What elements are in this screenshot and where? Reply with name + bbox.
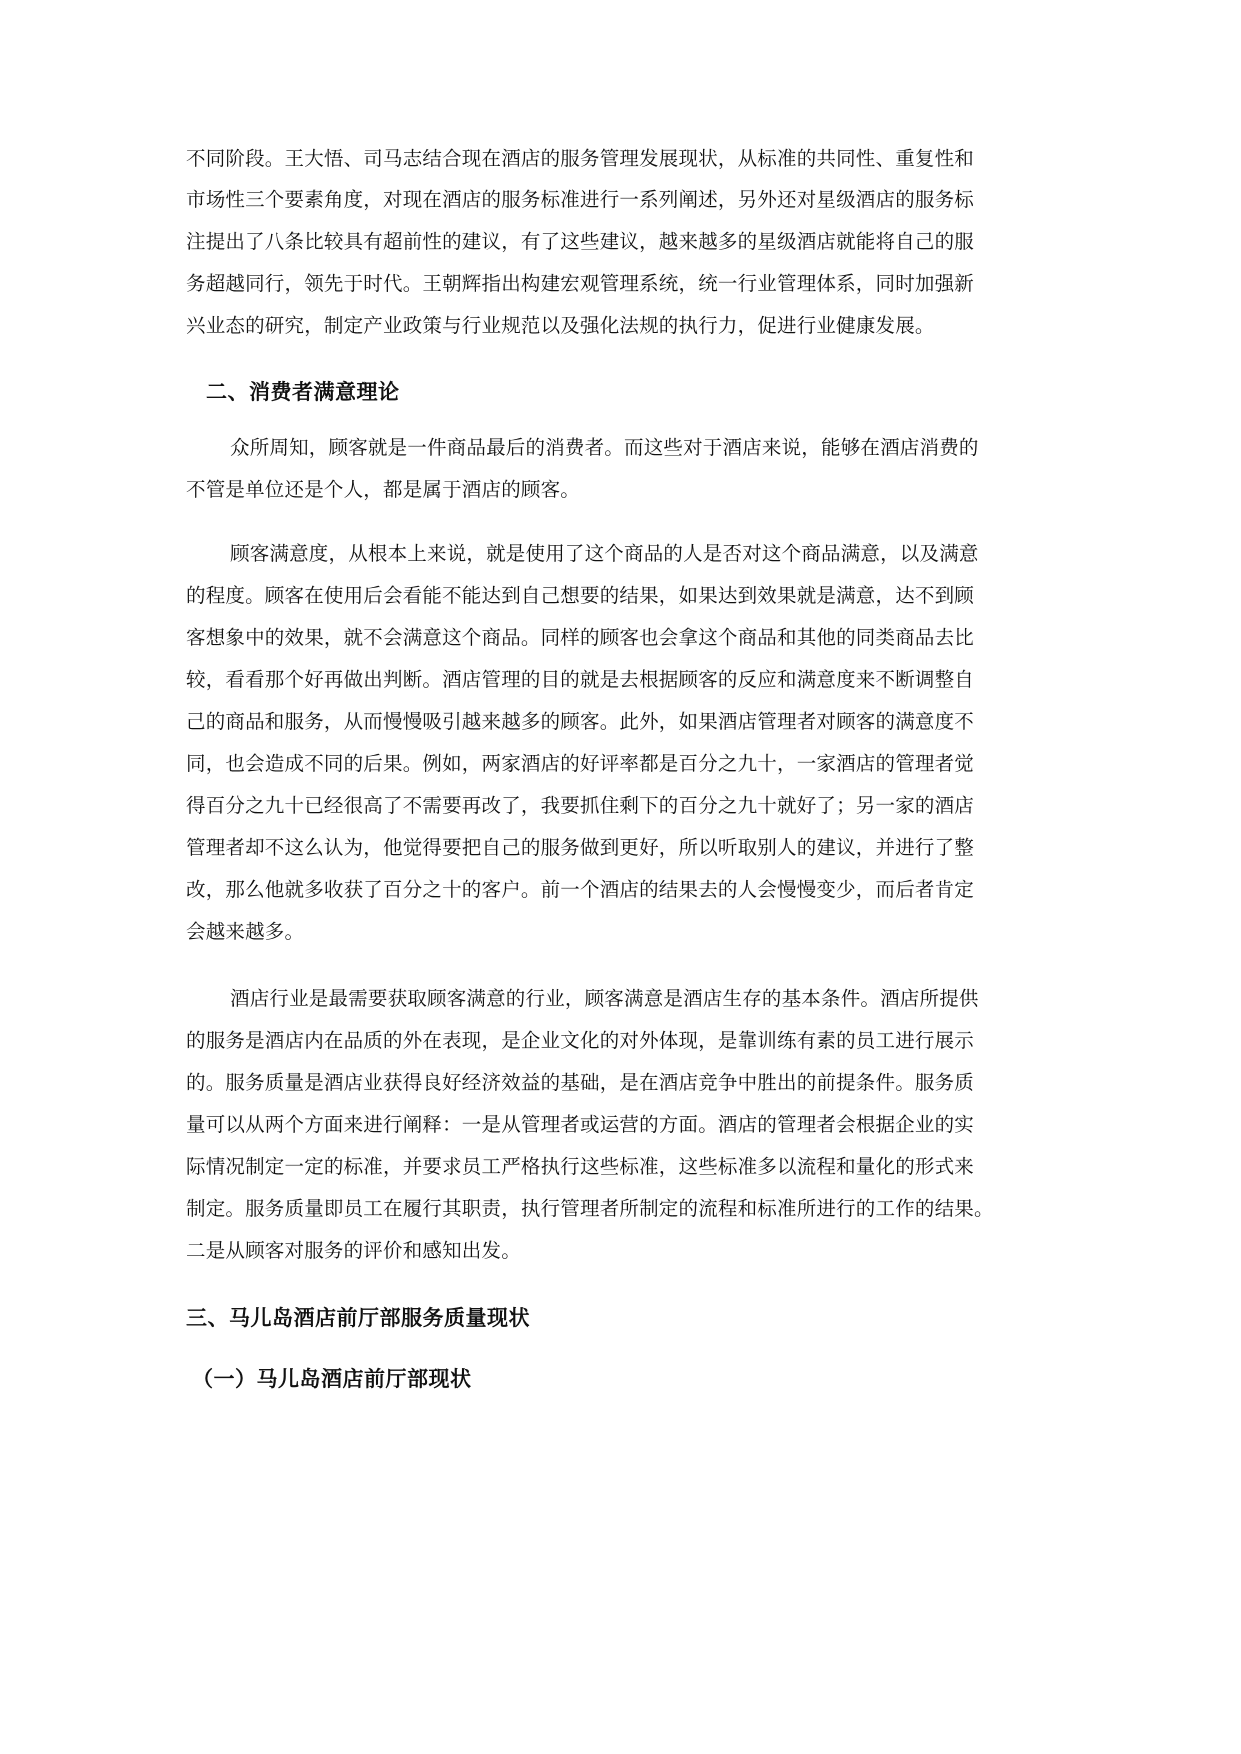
text-line: 注提出了八条比较具有超前性的建议，有了这些建议，越来越多的星级酒店就能将自己的服 <box>186 230 975 253</box>
text-line: 不管是单位还是个人，都是属于酒店的顾客。 <box>186 478 581 501</box>
text-line: 改，那么他就多收获了百分之十的客户。前一个酒店的结果去的人会慢慢变少，而后者肯定 <box>186 878 975 901</box>
text-line: 客想象中的效果，就不会满意这个商品。同样的顾客也会拿这个商品和其他的同类商品去比 <box>186 626 975 649</box>
text-line: 市场性三个要素角度，对现在酒店的服务标准进行一系列阐述，另外还对星级酒店的服务标 <box>186 188 975 211</box>
text-line: 兴业态的研究，制定产业政策与行业规范以及强化法规的执行力，促进行业健康发展。 <box>186 314 935 337</box>
text-line: 众所周知，顾客就是一件商品最后的消费者。而这些对于酒店来说，能够在酒店消费的 <box>230 436 979 459</box>
text-line: 的程度。顾客在使用后会看能不能达到自己想要的结果，如果达到效果就是满意，达不到顾 <box>186 584 975 607</box>
text-line: 同，也会造成不同的后果。例如，两家酒店的好评率都是百分之九十，一家酒店的管理者觉 <box>186 752 975 775</box>
text-line: 己的商品和服务，从而慢慢吸引越来越多的顾客。此外，如果酒店管理者对顾客的满意度不 <box>186 710 975 733</box>
text-line: 量可以从两个方面来进行阐释：一是从管理者或运营的方面。酒店的管理者会根据企业的实 <box>186 1113 975 1136</box>
text-line: 得百分之九十已经很高了不需要再改了，我要抓住剩下的百分之九十就好了；另一家的酒店 <box>186 794 975 817</box>
text-line: 际情况制定一定的标准，并要求员工严格执行这些标准，这些标准多以流程和量化的形式来 <box>186 1155 975 1178</box>
section-heading-2: 二、消费者满意理论 <box>206 380 400 404</box>
subsection-heading-3-1: （一）马儿岛酒店前厅部现状 <box>192 1367 472 1391</box>
section-heading-3: 三、马儿岛酒店前厅部服务质量现状 <box>186 1306 530 1330</box>
text-line: 的。服务质量是酒店业获得良好经济效益的基础，是在酒店竞争中胜出的前提条件。服务质 <box>186 1071 975 1094</box>
text-line: 顾客满意度，从根本上来说，就是使用了这个商品的人是否对这个商品满意，以及满意 <box>230 542 979 565</box>
text-line: 会越来越多。 <box>186 920 305 943</box>
text-line: 制定。服务质量即员工在履行其职责，执行管理者所制定的流程和标准所进行的工作的结果。 <box>186 1197 994 1220</box>
text-line: 较，看看那个好再做出判断。酒店管理的目的就是去根据顾客的反应和满意度来不断调整自 <box>186 668 975 691</box>
text-line: 务超越同行，领先于时代。王朝辉指出构建宏观管理系统，统一行业管理体系，同时加强新 <box>186 272 975 295</box>
text-line: 的服务是酒店内在品质的外在表现，是企业文化的对外体现，是靠训练有素的员工进行展示 <box>186 1029 975 1052</box>
text-line: 不同阶段。王大悟、司马志结合现在酒店的服务管理发展现状，从标准的共同性、重复性和 <box>186 147 975 170</box>
text-line: 二是从顾客对服务的评价和感知出发。 <box>186 1239 521 1262</box>
text-line: 管理者却不这么认为，他觉得要把自己的服务做到更好，所以听取别人的建议，并进行了整 <box>186 836 975 859</box>
text-line: 酒店行业是最需要获取顾客满意的行业，顾客满意是酒店生存的基本条件。酒店所提供 <box>230 987 979 1010</box>
